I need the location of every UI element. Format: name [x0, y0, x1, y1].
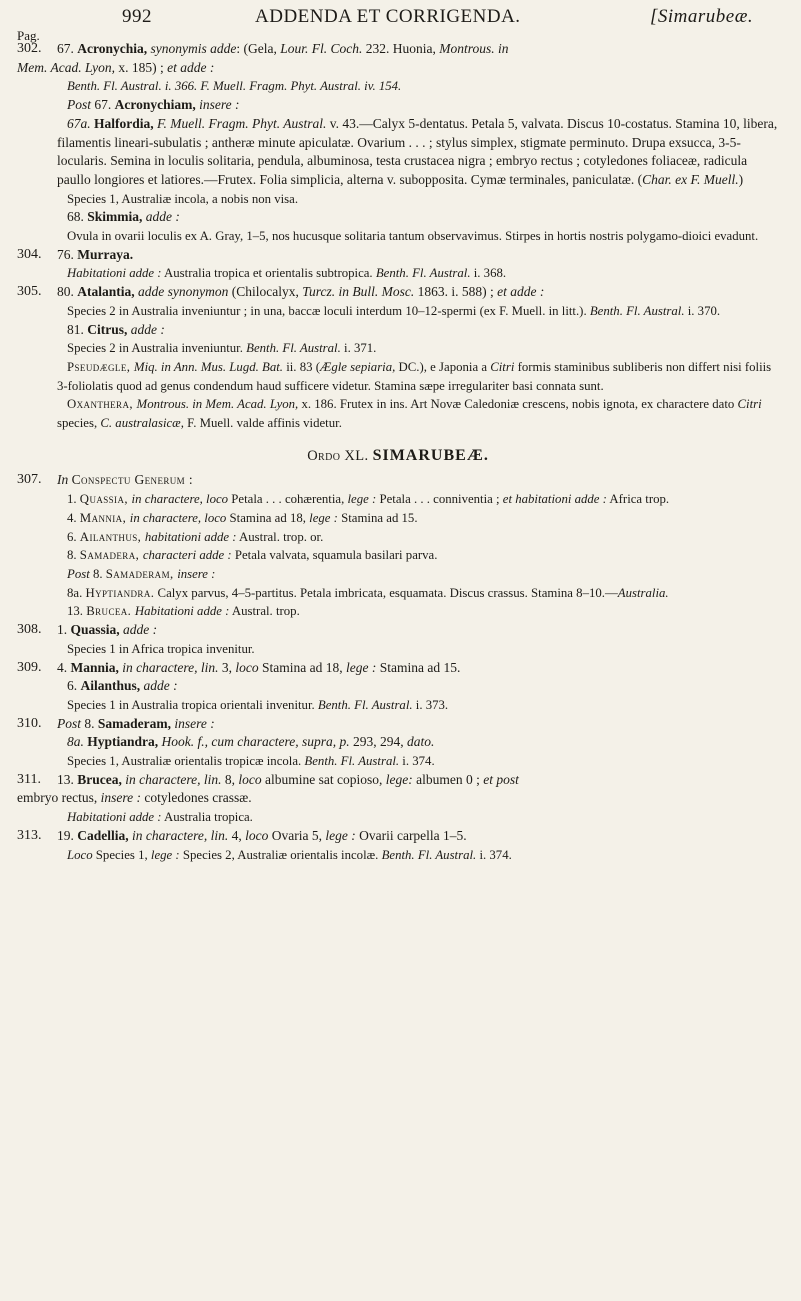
brucea-note: Habitationi adde : Australia tropica. — [67, 810, 253, 825]
family-heading: [Simarubeæ. — [650, 6, 754, 27]
conspectus-ailanthus: 6. Ailanthus, habitationi adde : Austral. trop. or. — [67, 529, 324, 544]
post-8-line: Post 8. Samaderam, insere : — [57, 715, 215, 731]
quassia-note: Species 1 in Africa tropica invenitur. — [67, 641, 255, 656]
ordo-heading: Ordo XL. SIMARUBEÆ. — [307, 446, 489, 464]
acronychia-cont: Mem. Acad. Lyon, x. 185) ; et adde : — [17, 59, 215, 75]
page-ref-310: 310. — [17, 715, 42, 731]
conspectus-mannia: 4. Mannia, in charactere, loco Stamina ad 18, lege : Stamina ad 15. — [67, 510, 418, 525]
cadellia-line: 19. Cadellia, in charactere, lin. 4, loco Ovaria 5, lege : Ovarii carpella 1–5. — [57, 827, 467, 843]
citrus-note: Species 2 in Australia inveniuntur. Benth. Fl. Austral. i. 371. — [67, 341, 377, 356]
conspectus-samadera: 8. Samadera, characteri adde : Petala valvata, squamula basilari parva. — [67, 548, 438, 563]
brucea-line: 13. Brucea, in charactere, lin. 8, loco albumine sat copioso, lege: albumen 0 ; et post — [57, 771, 519, 787]
hyptiandra-note: Species 1, Australiæ orientalis tropicæ incola. Benth. Fl. Austral. i. 374. — [67, 754, 435, 769]
skimmia-note: Ovula in ovarii loculis ex A. Gray, 1–5, nos hucusque solitaria tantum observavimus. Stirpes in hortis nostris polygamo-dioici evadunt. — [67, 229, 759, 244]
pseudaegle-note: Pseudægle, Miq. in Ann. Mus. Lugd. Bat. ii. 83 (Ægle sepiaria, DC.), e Japonia a Citri formis staminibus subliberis non differt nisi foliis 3-foliolatis quod ad genus condendum haud sufficere videtur. Stamina sæpe irregulariter basi connata sunt. — [57, 359, 772, 393]
atalantia-line: 80. Atalantia, adde synonymon (Chilocalyx, Turcz. in Bull. Mosc. 1863. i. 588) ; et adde : — [57, 284, 545, 300]
murraya-note: Habitationi adde : Australia tropica et orientalis subtropica. Benth. Fl. Austral. i. 368. — [67, 266, 507, 281]
pag-label: Pag. — [17, 28, 40, 43]
halfordia-entry: 67a. Halfordia, F. Muell. Fragm. Phyt. Austral. v. 43.—Calyx 5-dentatus. Petala 5, valvata. Discus 10-costatus. Stamina 10, libera, filamentis lineari-subulatis ; antheræ minute apiculatæ. Ovarium . . . ; stylus simplex, stigmate perminuto. Drupa exsucca, 3-5-locularis. Semina in loculis solitaria, pendula, albuminosa, testa crustacea nigra ; embryo rectus ; cotyledones foliaceæ, radicula paullo longiores et latiores.—Frutex. Folia simplicia, alterna v. subopposita. Cymæ terminales, paniculatæ. (Char. ex F. Muell.) — [57, 115, 778, 187]
text-body — [17, 40, 779, 864]
entry-302 — [17, 40, 779, 59]
entry-310 — [17, 715, 779, 734]
post-67: Post 67. Acronychiam, insere : — [67, 97, 240, 113]
conspectus-hyptiandra: 8a. Hyptiandra. Calyx parvus, 4–5-partitus. Petala imbricata, esquamata. Discus crassus. Stamina 8–10.—Australia. — [67, 585, 669, 600]
cadellia-note: Loco Species 1, lege : Species 2, Australiæ orientalis incolæ. Benth. Fl. Austral. i. 374. — [67, 847, 512, 862]
brucea-cont: embryo rectus, insere : cotyledones crassæ. — [17, 790, 252, 806]
entry-304 — [17, 246, 779, 265]
entry-309 — [17, 659, 779, 678]
page-ref-311: 311. — [17, 771, 41, 787]
ailanthus-note: Species 1 in Australia tropica orientali invenitur. Benth. Fl. Austral. i. 373. — [67, 697, 449, 712]
acronychia-line: 67. Acronychia, synonymis adde: (Gela, Lour. Fl. Coch. 232. Huonia, Montrous. in — [57, 41, 509, 56]
oxanthera-note: Oxanthera, Montrous. in Mem. Acad. Lyon, x. 186. Frutex in ins. Art Novæ Caledoniæ crescens, nobis ignota, ex charactere dato Citri species, C. australasicæ, F. Muell. valde affinis videtur. — [57, 397, 762, 431]
acronychia-ref: Benth. Fl. Austral. i. 366. F. Muell. Fragm. Phyt. Austral. iv. 154. — [67, 79, 402, 94]
ailanthus-line: 6. Ailanthus, adde : — [67, 678, 178, 694]
page-title: ADDENDA ET CORRIGENDA. — [255, 6, 521, 27]
page-ref-305: 305. — [17, 284, 42, 300]
hyptiandra-line: 8a. Hyptiandra, Hook. f., cum charactere, supra, p. 293, 294, dato. — [67, 734, 435, 750]
mannia-line: 4. Mannia, in charactere, lin. 3, loco Stamina ad 18, lege : Stamina ad 15. — [57, 659, 461, 675]
citrus-line: 81. Citrus, adde : — [67, 321, 165, 337]
entry-311 — [17, 771, 779, 790]
page-ref-308: 308. — [17, 622, 42, 638]
quassia-line: 1. Quassia, adde : — [57, 622, 158, 638]
conspectus-line: In Conspectu Generum : — [57, 472, 193, 488]
page-number: 992 — [122, 6, 152, 27]
running-header — [0, 6, 801, 28]
entry-308 — [17, 621, 779, 640]
atalantia-note: Species 2 in Australia inveniuntur ; in una, baccæ loculi interdum 10–12-spermi (ex F. Muell. in litt.). Benth. Fl. Austral. i. 370. — [67, 303, 721, 318]
skimmia-line: 68. Skimmia, adde : — [67, 209, 180, 225]
entry-313 — [17, 827, 779, 846]
conspectus-quassia: 1. Quassia, in charactere, loco Petala . . . cohærentia, lege : Petala . . . conniventia ; et habitationi adde : Africa trop. — [67, 492, 670, 507]
conspectus-brucea: 13. Brucea. Habitationi adde : Austral. trop. — [67, 604, 300, 619]
halfordia-species: Species 1, Australiæ incola, a nobis non visa. — [67, 191, 299, 206]
page-ref-313: 313. — [17, 827, 42, 843]
page-ref-307: 307. — [17, 472, 42, 488]
page-ref-309: 309. — [17, 659, 42, 675]
entry-305 — [17, 283, 779, 302]
murraya-line: 76. Murraya. — [57, 246, 134, 262]
entry-307 — [17, 471, 779, 490]
page-ref-304: 304. — [17, 246, 42, 262]
conspectus-post-8: Post 8. Samaderam, insere : — [67, 566, 216, 581]
page-ref-302: 302. — [17, 41, 42, 56]
